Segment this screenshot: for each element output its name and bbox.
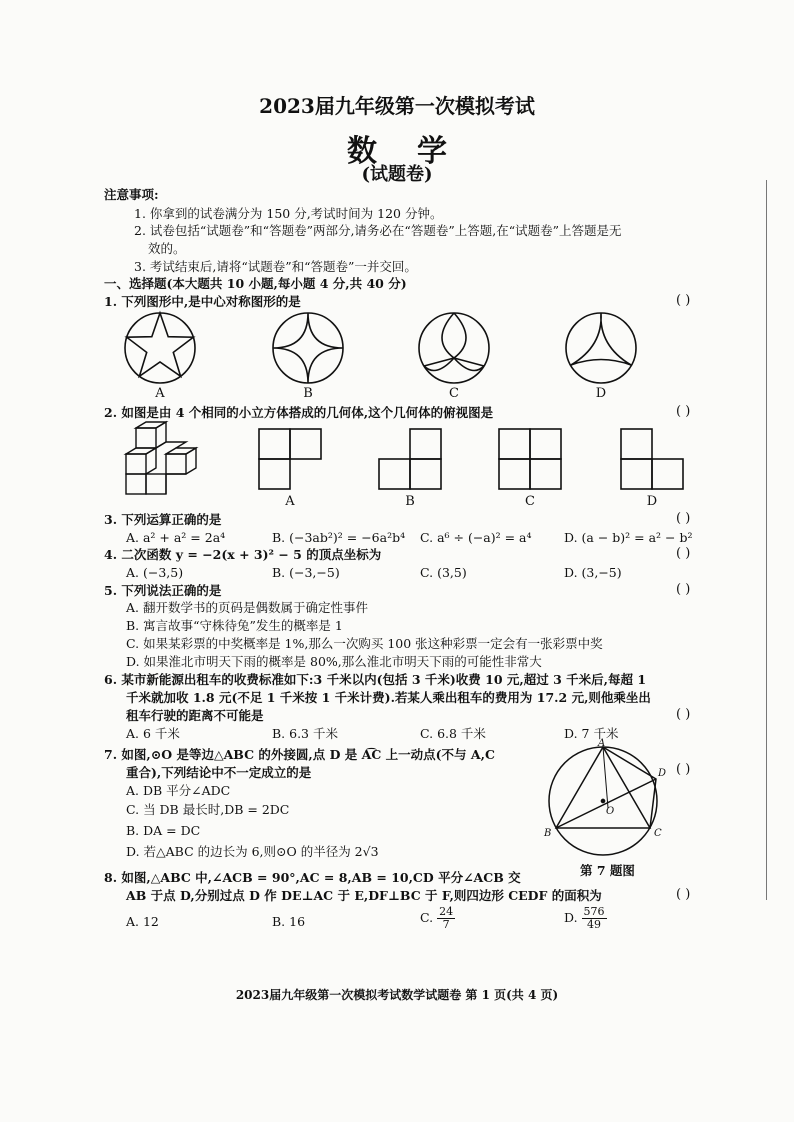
q8-option-d-letter: D.	[564, 910, 578, 925]
answer-paren: ( )	[676, 404, 691, 419]
q7-label-b: B	[544, 828, 552, 839]
q1-figure-a	[122, 310, 198, 386]
q1-figure-c	[416, 310, 492, 386]
question-4-stem: 4. 二次函数 y = −2(x + 3)² − 5 的顶点坐标为	[104, 547, 382, 562]
q1-label-d: D	[595, 386, 607, 401]
q7-option-d: D. 若△ABC 的边长为 6,则⊙O 的半径为 2√3	[126, 844, 379, 859]
notes-heading: 注意事项:	[104, 187, 159, 202]
q8-option-c	[420, 906, 455, 931]
q1-label-a: A	[155, 386, 165, 401]
question-1-stem: 1. 下列图形中,是中心对称图形的是	[104, 294, 301, 309]
answer-paren: ( )	[676, 707, 691, 722]
section-heading: 一、选择题(本大题共 10 小题,每小题 4 分,共 40 分)	[104, 276, 407, 291]
q7-option-b: B. DA = DC	[126, 823, 201, 838]
note-item: 2. 试卷包括“试题卷”和“答题卷”两部分,请务必在“答题卷”上答题,在“试题卷”上答题是无	[134, 223, 622, 238]
q2-cube-figure	[122, 420, 202, 496]
q4-option-b: B. (−3,−5)	[272, 565, 340, 580]
q5-option-c: C. 如果某彩票的中奖概率是 1%,那么一次购买 100 张这种彩票一定会有一张彩票中奖	[126, 636, 603, 651]
q5-option-d: D. 如果淮北市明天下雨的概率是 80%,那么淮北市明天下雨的可能性非常大	[126, 654, 542, 669]
answer-paren: ( )	[676, 582, 691, 597]
q8-option-b: B. 16	[272, 914, 306, 929]
q3-option-b: B. (−3ab²)² = −6a²b⁴	[272, 530, 406, 545]
q4-option-c: C. (3,5)	[420, 565, 467, 580]
note-item: 3. 考试结束后,请将“试题卷”和“答题卷”一并交回。	[134, 259, 417, 274]
question-7-line: 7. 如图,⊙O 是等边△ABC 的外接圆,点 D 是 A͡C 上一动点(不与 A,C	[104, 747, 495, 762]
q2-view-c	[498, 428, 562, 490]
note-item: 效的。	[148, 241, 186, 256]
q3-option-c: C. a⁶ ÷ (−a)² = a⁴	[420, 530, 532, 545]
q7-label-c: C	[654, 828, 662, 839]
subject-title: 数学	[347, 134, 487, 169]
question-5-stem: 5. 下列说法正确的是	[104, 583, 222, 598]
q7-option-a: A. DB 平分∠ADC	[126, 783, 231, 798]
q1-label-c: C	[449, 386, 459, 401]
exam-title: 2023届九年级第一次模拟考试	[259, 94, 535, 118]
q1-figure-b	[270, 310, 346, 386]
q4-option-a: A. (−3,5)	[126, 565, 184, 580]
q8-fraction-c: $\frac{24}{7}$	[439, 905, 454, 931]
question-6-line: 6. 某市新能源出租车的收费标准如下:3 千米以内(包括 3 千米)收费 10 元,超过 3 千米后,每超 1	[104, 672, 647, 687]
q1-label-b: B	[303, 386, 313, 401]
q5-option-a: A. 翻开数学书的页码是偶数属于确定性事件	[126, 600, 368, 615]
q5-option-b: B. 寓言故事“守株待兔”发生的概率是 1	[126, 618, 343, 633]
q6-option-c: C. 6.8 千米	[420, 726, 486, 741]
q2-view-a	[258, 428, 322, 490]
paper-subtitle: (试题卷)	[361, 164, 433, 185]
q3-option-a: A. a² + a² = 2a⁴	[126, 530, 226, 545]
answer-paren: ( )	[676, 511, 691, 526]
answer-paren: ( )	[676, 762, 691, 777]
q6-option-b: B. 6.3 千米	[272, 726, 338, 741]
question-8-line: 8. 如图,△ABC 中,∠ACB = 90°,AC = 8,AB = 10,CD 平分∠ACB 交	[104, 870, 521, 885]
question-3-stem: 3. 下列运算正确的是	[104, 512, 222, 527]
q7-option-c: C. 当 DB 最长时,DB = 2DC	[126, 802, 290, 817]
q8-option-c-letter: C.	[420, 910, 434, 925]
q6-option-d: D. 7 千米	[564, 726, 619, 741]
q6-option-a: A. 6 千米	[126, 726, 180, 741]
q4-option-d: D. (3,−5)	[564, 565, 622, 580]
margin-line	[766, 180, 767, 900]
q2-label-b: B	[405, 494, 415, 509]
q7-figure-caption: 第 7 题图	[580, 863, 635, 878]
q8-fraction-d: $\frac{576}{49}$	[583, 905, 605, 931]
q8-option-d	[564, 906, 607, 931]
q7-circle-figure	[540, 738, 670, 858]
q2-label-a: A	[285, 494, 295, 509]
question-2-stem: 2. 如图是由 4 个相同的小立方体搭成的几何体,这个几何体的俯视图是	[104, 405, 494, 420]
q8-option-a: A. 12	[126, 914, 159, 929]
question-8-line: AB 于点 D,分别过点 D 作 DE⊥AC 于 E,DF⊥BC 于 F,则四边形 CEDF 的面积为	[126, 888, 602, 903]
question-7-line: 重合),下列结论中不一定成立的是	[126, 765, 312, 780]
answer-paren: ( )	[676, 887, 691, 902]
q3-option-d: D. (a − b)² = a² − b²	[564, 530, 693, 545]
question-6-line: 租车行驶的距离不可能是	[126, 708, 264, 723]
q2-label-c: C	[525, 494, 535, 509]
q2-view-d	[620, 428, 684, 490]
answer-paren: ( )	[676, 546, 691, 561]
page-footer: 2023届九年级第一次模拟考试数学试题卷 第 1 页(共 4 页)	[235, 988, 559, 1002]
q2-label-d: D	[646, 494, 658, 509]
question-6-line: 千米就加收 1.8 元(不足 1 千米按 1 千米计费).若某人乘出租车的费用为 17.2 元,则他乘坐出	[126, 690, 651, 705]
note-item: 1. 你拿到的试卷满分为 150 分,考试时间为 120 分钟。	[134, 206, 443, 221]
q2-view-b	[378, 428, 442, 490]
answer-paren: ( )	[676, 293, 691, 308]
q1-figure-d	[563, 310, 639, 386]
q7-label-o: O	[606, 806, 615, 817]
q7-label-a: A	[598, 738, 606, 749]
q7-label-d: D	[658, 768, 667, 779]
